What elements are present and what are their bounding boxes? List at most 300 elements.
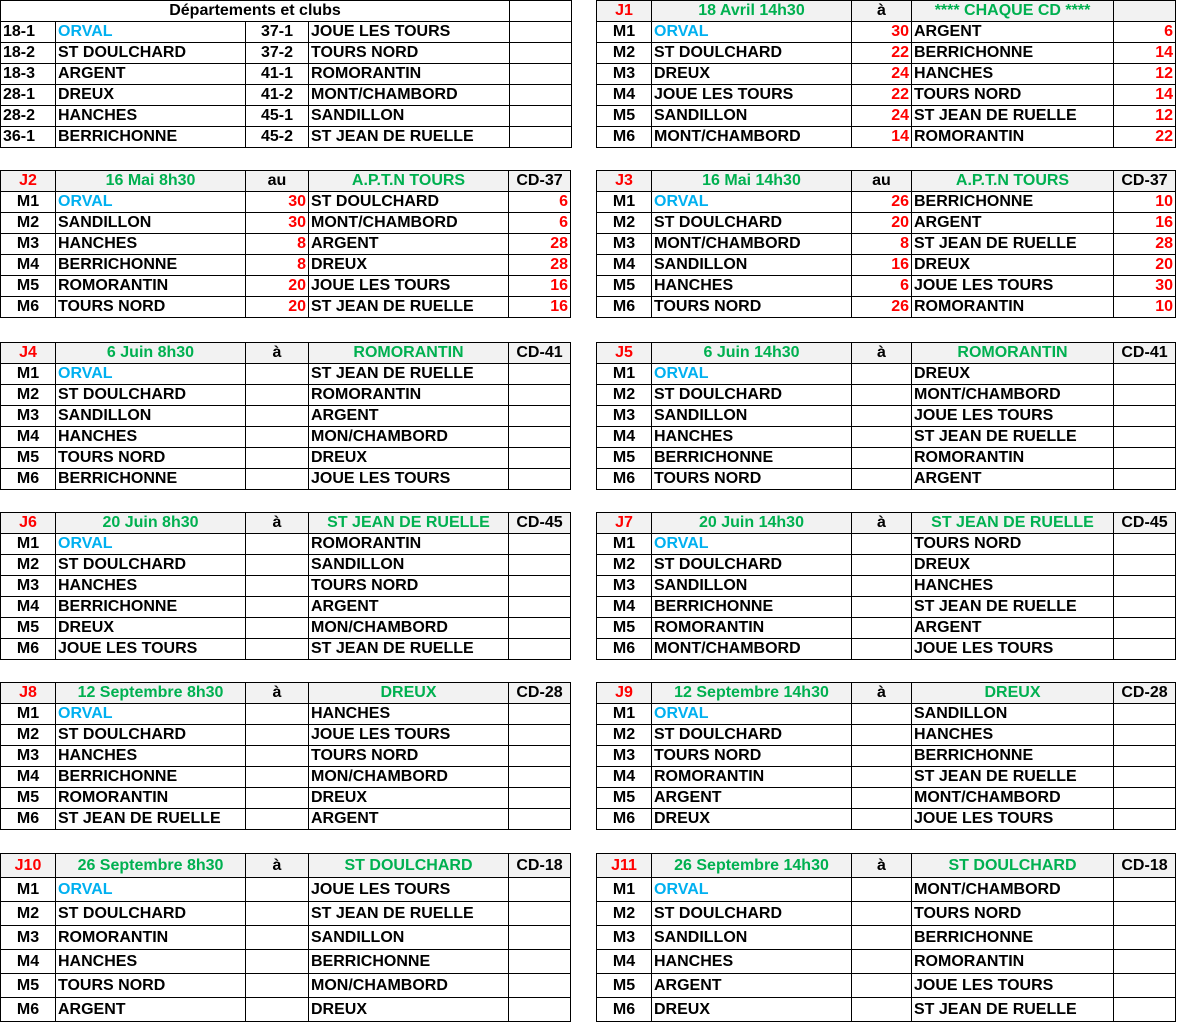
away-score [1114,597,1176,618]
home-score [852,385,912,406]
match-row [1,597,571,618]
department-code: 41-2 [246,85,309,106]
home-score: 26 [852,297,912,318]
away-team: ST DOULCHARD [309,192,509,213]
away-team: ROMORANTIN [912,448,1114,469]
match-row [597,106,1176,127]
match-id: M6 [597,469,652,490]
away-score [1114,555,1176,576]
match-row [1,809,571,830]
home-score [852,878,912,902]
home-score [246,725,309,746]
away-score [1114,576,1176,597]
match-row [597,22,1176,43]
day-date: 16 Mai 8h30 [56,171,246,192]
away-score [1114,926,1176,950]
home-score [852,788,912,809]
away-score: 28 [509,234,571,255]
away-score [1114,534,1176,555]
home-team: ORVAL [56,364,246,385]
away-score [509,576,571,597]
home-team: SANDILLON [56,213,246,234]
club-name: BERRICHONNE [56,127,246,148]
away-score [1114,385,1176,406]
away-team: HANCHES [309,704,509,725]
away-score [509,555,571,576]
away-team: ARGENT [309,597,509,618]
away-score [1114,406,1176,427]
day-block-j10 [0,853,571,1022]
match-id: M2 [597,725,652,746]
day-venue: ST JEAN DE RUELLE [309,513,509,534]
home-score [246,385,309,406]
match-id: M6 [597,297,652,318]
away-team: TOURS NORD [912,902,1114,926]
away-team: BERRICHONNE [309,950,509,974]
home-team: ROMORANTIN [652,618,852,639]
home-score: 8 [246,255,309,276]
match-id: M6 [597,127,652,148]
department-code: 41-1 [246,64,309,85]
home-team: ST DOULCHARD [652,385,852,406]
away-team: DREUX [309,255,509,276]
day-date: 18 Avril 14h30 [652,1,852,22]
home-team: TOURS NORD [56,297,246,318]
match-row [597,385,1176,406]
empty-cell [510,22,572,43]
away-team: ARGENT [309,809,509,830]
match-row [597,788,1176,809]
day-cd: CD-28 [509,683,571,704]
home-score [246,746,309,767]
away-team: ROMORANTIN [309,385,509,406]
day-cd: CD-41 [509,343,571,364]
away-team: TOURS NORD [912,534,1114,555]
away-team: MONT/CHAMBORD [912,788,1114,809]
home-score: 20 [852,213,912,234]
day-header [597,171,1176,192]
home-team: BERRICHONNE [56,255,246,276]
home-team: ST DOULCHARD [56,555,246,576]
away-team: MON/CHAMBORD [309,618,509,639]
departments-title: Départements et clubs [1,1,510,22]
away-score [509,788,571,809]
match-row [597,576,1176,597]
home-score [852,555,912,576]
day-cd: CD-37 [1114,171,1176,192]
day-venue: ROMORANTIN [912,343,1114,364]
day-block-j11 [596,853,1176,1022]
match-row [597,555,1176,576]
away-team: MON/CHAMBORD [309,767,509,788]
home-team: BERRICHONNE [652,448,852,469]
match-row [597,297,1176,318]
day-cd [1114,1,1176,22]
home-score [852,618,912,639]
match-id: M2 [1,385,56,406]
club-name: TOURS NORD [309,43,510,64]
match-id: M5 [597,974,652,998]
match-row [597,950,1176,974]
day-venue: DREUX [912,683,1114,704]
away-team: ARGENT [309,406,509,427]
home-team: MONT/CHAMBORD [652,639,852,660]
match-row [1,385,571,406]
match-row [1,276,571,297]
day-block-j1 [596,0,1176,148]
match-id: M5 [1,788,56,809]
home-score: 8 [852,234,912,255]
home-score [246,597,309,618]
match-id: M5 [1,448,56,469]
match-id: M2 [597,385,652,406]
away-team: JOUE LES TOURS [912,276,1114,297]
home-score [852,639,912,660]
away-score [1114,809,1176,830]
home-team: ORVAL [56,878,246,902]
club-name: HANCHES [56,106,246,127]
department-code: 18-1 [1,22,56,43]
match-id: M3 [597,746,652,767]
club-name: ST JEAN DE RUELLE [309,127,510,148]
match-id: M1 [1,704,56,725]
day-date: 20 Juin 8h30 [56,513,246,534]
home-team: ORVAL [652,704,852,725]
match-id: M5 [597,276,652,297]
home-team: SANDILLON [652,106,852,127]
away-team: ROMORANTIN [309,534,509,555]
match-row [597,974,1176,998]
match-row [1,192,571,213]
match-id: M4 [1,255,56,276]
match-id: M4 [1,950,56,974]
day-id: J8 [1,683,56,704]
home-team: MONT/CHAMBORD [652,127,852,148]
home-score [246,809,309,830]
day-cd: CD-18 [509,854,571,878]
match-row [597,746,1176,767]
away-team: ARGENT [912,22,1114,43]
home-score [852,427,912,448]
home-team: ST DOULCHARD [56,385,246,406]
home-team: ROMORANTIN [56,276,246,297]
day-id: J7 [597,513,652,534]
department-row [1,106,572,127]
home-score [246,704,309,725]
home-score: 30 [246,192,309,213]
department-code: 18-3 [1,64,56,85]
away-score [1114,639,1176,660]
home-score: 24 [852,106,912,127]
away-team: JOUE LES TOURS [912,809,1114,830]
away-score [1114,767,1176,788]
match-id: M4 [1,427,56,448]
away-score [509,725,571,746]
match-id: M4 [597,427,652,448]
away-score [509,974,571,998]
club-name: ROMORANTIN [309,64,510,85]
away-score [509,926,571,950]
empty-cell [510,106,572,127]
match-id: M5 [1,618,56,639]
away-team: JOUE LES TOURS [309,469,509,490]
match-row [1,974,571,998]
match-row [1,926,571,950]
match-row [1,427,571,448]
day-header [1,854,571,878]
match-row [1,576,571,597]
home-team: SANDILLON [652,926,852,950]
home-score [852,809,912,830]
away-score [509,406,571,427]
away-score: 14 [1114,43,1176,64]
home-team: DREUX [56,618,246,639]
day-block-j4 [0,342,571,490]
match-id: M6 [1,639,56,660]
match-row [597,85,1176,106]
away-team: ST JEAN DE RUELLE [309,639,509,660]
day-date: 12 Septembre 8h30 [56,683,246,704]
match-row [597,127,1176,148]
home-team: ORVAL [56,704,246,725]
away-team: JOUE LES TOURS [912,639,1114,660]
department-code: 45-1 [246,106,309,127]
day-venue: **** CHAQUE CD **** [912,1,1114,22]
home-team: HANCHES [56,576,246,597]
home-score: 30 [246,213,309,234]
home-team: HANCHES [652,276,852,297]
day-id: J2 [1,171,56,192]
home-team: JOUE LES TOURS [56,639,246,660]
match-row [597,255,1176,276]
match-row [597,639,1176,660]
match-id: M3 [597,234,652,255]
match-row [597,427,1176,448]
club-name: DREUX [56,85,246,106]
match-row [1,406,571,427]
home-score: 22 [852,85,912,106]
match-row [1,788,571,809]
away-team: ST JEAN DE RUELLE [309,902,509,926]
day-block-j3 [596,170,1176,318]
day-header [1,683,571,704]
match-id: M1 [597,878,652,902]
day-date: 20 Juin 14h30 [652,513,852,534]
away-team: DREUX [309,788,509,809]
away-team: DREUX [309,448,509,469]
away-score [1114,618,1176,639]
away-team: ST JEAN DE RUELLE [912,767,1114,788]
department-row [1,64,572,85]
home-score [852,534,912,555]
home-score [246,788,309,809]
home-score [852,448,912,469]
match-row [597,364,1176,385]
away-team: MONT/CHAMBORD [309,213,509,234]
home-team: ST DOULCHARD [56,902,246,926]
home-score: 8 [246,234,309,255]
away-score: 10 [1114,192,1176,213]
home-team: ORVAL [652,22,852,43]
away-score [1114,788,1176,809]
home-score: 24 [852,64,912,85]
day-venue: ST DOULCHARD [309,854,509,878]
away-team: ST JEAN DE RUELLE [912,106,1114,127]
away-team: SANDILLON [309,555,509,576]
home-team: HANCHES [56,427,246,448]
day-id: J11 [597,854,652,878]
department-row [1,43,572,64]
away-score [509,618,571,639]
department-code: 37-2 [246,43,309,64]
away-score [509,902,571,926]
match-id: M5 [1,974,56,998]
day-cd: CD-37 [509,171,571,192]
away-score [1114,746,1176,767]
match-row [597,704,1176,725]
home-team: TOURS NORD [652,469,852,490]
match-id: M4 [1,767,56,788]
home-team: ROMORANTIN [56,926,246,950]
match-id: M1 [1,878,56,902]
home-team: ST DOULCHARD [652,555,852,576]
match-id: M6 [1,809,56,830]
home-score [246,406,309,427]
away-score: 28 [1114,234,1176,255]
match-id: M3 [597,576,652,597]
match-id: M5 [597,106,652,127]
club-name: JOUE LES TOURS [309,22,510,43]
away-score [509,597,571,618]
away-score: 14 [1114,85,1176,106]
away-score: 12 [1114,64,1176,85]
home-team: ARGENT [652,974,852,998]
day-block-j2 [0,170,571,318]
home-score [246,534,309,555]
home-score [852,902,912,926]
match-row [597,725,1176,746]
away-score [1114,878,1176,902]
away-team: ARGENT [912,618,1114,639]
home-score [246,767,309,788]
home-score [852,406,912,427]
away-score [1114,950,1176,974]
away-score: 20 [1114,255,1176,276]
day-header [1,171,571,192]
home-team: DREUX [652,809,852,830]
match-id: M1 [1,364,56,385]
day-date: 6 Juin 8h30 [56,343,246,364]
day-preposition: au [852,171,912,192]
away-score [509,534,571,555]
day-date: 16 Mai 14h30 [652,171,852,192]
match-row [1,213,571,234]
away-team: ARGENT [912,469,1114,490]
away-team: TOURS NORD [309,746,509,767]
match-row [1,878,571,902]
home-team: BERRICHONNE [56,469,246,490]
away-team: MONT/CHAMBORD [912,385,1114,406]
home-score [246,998,309,1022]
match-row [597,192,1176,213]
match-row [1,255,571,276]
away-team: MONT/CHAMBORD [912,878,1114,902]
empty-cell [510,64,572,85]
home-team: ORVAL [56,534,246,555]
department-code: 37-1 [246,22,309,43]
home-team: TOURS NORD [652,746,852,767]
home-score [852,974,912,998]
home-team: DREUX [652,64,852,85]
away-score [1114,902,1176,926]
home-team: ARGENT [652,788,852,809]
home-score [246,639,309,660]
away-score [1114,469,1176,490]
match-id: M6 [1,297,56,318]
match-row [597,767,1176,788]
match-id: M2 [1,213,56,234]
home-score [246,926,309,950]
home-team: ORVAL [652,534,852,555]
home-team: ORVAL [652,192,852,213]
department-code: 28-2 [1,106,56,127]
away-score [509,809,571,830]
home-team: SANDILLON [652,406,852,427]
match-id: M4 [597,255,652,276]
day-date: 12 Septembre 14h30 [652,683,852,704]
match-row [1,998,571,1022]
away-team: SANDILLON [912,704,1114,725]
match-id: M2 [1,725,56,746]
department-code: 28-1 [1,85,56,106]
day-header [597,513,1176,534]
home-team: MONT/CHAMBORD [652,234,852,255]
away-team: MON/CHAMBORD [309,427,509,448]
home-score [246,974,309,998]
day-preposition: à [852,854,912,878]
away-team: HANCHES [912,64,1114,85]
home-score [852,926,912,950]
department-code: 36-1 [1,127,56,148]
home-team: DREUX [652,998,852,1022]
away-team: BERRICHONNE [912,746,1114,767]
away-team: DREUX [912,555,1114,576]
home-score [852,704,912,725]
away-team: ST JEAN DE RUELLE [309,297,509,318]
away-score [1114,704,1176,725]
day-id: J1 [597,1,652,22]
match-id: M3 [1,406,56,427]
away-team: JOUE LES TOURS [309,276,509,297]
day-header [597,854,1176,878]
match-row [1,469,571,490]
match-id: M1 [1,192,56,213]
home-team: SANDILLON [56,406,246,427]
day-header [1,343,571,364]
match-id: M1 [1,534,56,555]
club-name: ORVAL [56,22,246,43]
club-name: SANDILLON [309,106,510,127]
away-score [1114,448,1176,469]
match-row [1,448,571,469]
home-team: ARGENT [56,998,246,1022]
match-id: M3 [1,926,56,950]
day-date: 6 Juin 14h30 [652,343,852,364]
away-team: DREUX [309,998,509,1022]
away-team: ST JEAN DE RUELLE [912,234,1114,255]
department-code: 45-2 [246,127,309,148]
day-venue: A.P.T.N TOURS [309,171,509,192]
